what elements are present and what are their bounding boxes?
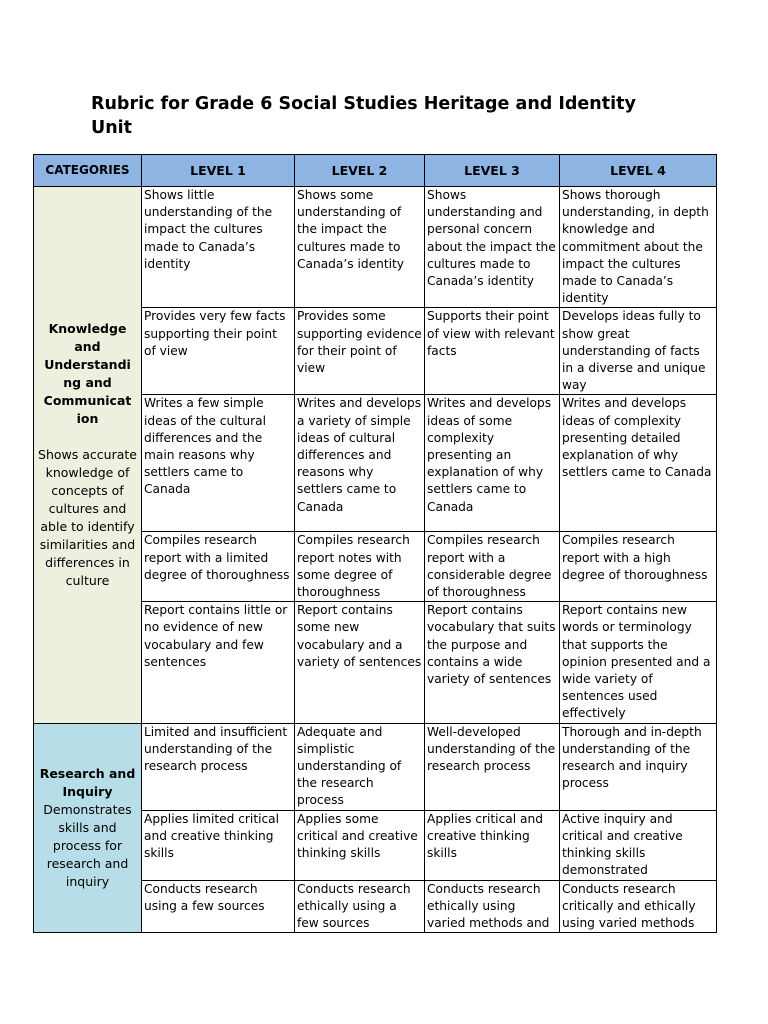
document-title: Rubric for Grade 6 Social Studies Heritage and Identity Unit bbox=[91, 94, 636, 138]
table-cell: Report contains little or no evidence of new vocabulary and few sentences bbox=[142, 602, 295, 723]
table-row bbox=[34, 723, 717, 810]
table-cell: Conducts research critically and ethically using varied methods bbox=[560, 880, 717, 933]
category-research bbox=[34, 723, 142, 932]
table-cell: Report contains vocabulary that suits the purpose and contains a wide variety of sentences bbox=[425, 602, 560, 723]
table-cell: Shows thorough understanding, in depth knowledge and commitment about the impact the cultures made to Canada’s identity bbox=[560, 187, 717, 308]
header-level-4: LEVEL 4 bbox=[560, 155, 717, 187]
table-cell: Provides some supporting evidence for their point of view bbox=[295, 308, 425, 395]
table-cell: Report contains some new vocabulary and a variety of sentences bbox=[295, 602, 425, 723]
header-row bbox=[34, 155, 717, 187]
header-level-3: LEVEL 3 bbox=[425, 155, 560, 187]
category-knowledge bbox=[34, 187, 142, 724]
table-cell: Shows some understanding of the impact the cultures made to Canada’s identity bbox=[295, 187, 425, 308]
table-cell: Thorough and in-depth understanding of the research and inquiry process bbox=[560, 723, 717, 810]
category-name: Research and Inquiry bbox=[39, 765, 136, 799]
header-level-1: LEVEL 1 bbox=[142, 155, 295, 187]
table-cell: Applies critical and creative thinking skills bbox=[425, 810, 560, 880]
table-row bbox=[34, 187, 717, 308]
table-cell: Applies some critical and creative thinking skills bbox=[295, 810, 425, 880]
table-cell: Shows little understanding of the impact the cultures made to Canada’s identity bbox=[142, 187, 295, 308]
table-cell: Conducts research ethically using a few sources bbox=[295, 880, 425, 933]
category-description: Demonstrates skills and process for research and inquiry bbox=[43, 801, 132, 889]
table-cell: Compiles research report with a limited degree of thoroughness bbox=[142, 532, 295, 602]
table-cell: Compiles research report notes with some degree of thoroughness bbox=[295, 532, 425, 602]
table-cell: Writes and develops a variety of simple ideas of cultural differences and reasons why settlers came to Canada bbox=[295, 395, 425, 532]
table-cell: Conducts research ethically using varied methods and bbox=[425, 880, 560, 933]
header-categories: CATEGORIES bbox=[34, 155, 142, 187]
table-cell: Conducts research using a few sources bbox=[142, 880, 295, 933]
header-level-2: LEVEL 2 bbox=[295, 155, 425, 187]
table-cell: Active inquiry and critical and creative thinking skills demonstrated bbox=[560, 810, 717, 880]
table-cell: Provides very few facts supporting their point of view bbox=[142, 308, 295, 395]
table-cell: Writes and develops ideas of complexity presenting detailed explanation of why settlers came to Canada bbox=[560, 395, 717, 532]
table-cell: Shows understanding and personal concern about the impact the cultures made to Canada’s identity bbox=[425, 187, 560, 308]
rubric-table bbox=[33, 154, 717, 933]
table-cell: Adequate and simplistic understanding of the research process bbox=[295, 723, 425, 810]
table-cell: Compiles research report with a high degree of thoroughness bbox=[560, 532, 717, 602]
table-cell: Well-developed understanding of the research process bbox=[425, 723, 560, 810]
table-cell: Writes a few simple ideas of the cultural differences and the main reasons why settlers came to Canada bbox=[142, 395, 295, 532]
table-cell: Applies limited critical and creative thinking skills bbox=[142, 810, 295, 880]
table-cell: Writes and develops ideas of some complexity presenting an explanation of why settlers came to Canada bbox=[425, 395, 560, 532]
category-description: Shows accurate knowledge of concepts of cultures and able to identify similarities and differences in culture bbox=[38, 446, 137, 588]
table-cell: Limited and insufficient understanding of the research process bbox=[142, 723, 295, 810]
table-cell: Develops ideas fully to show great understanding of facts in a diverse and unique way bbox=[560, 308, 717, 395]
table-cell: Compiles research report with a considerable degree of thoroughness bbox=[425, 532, 560, 602]
category-name: Knowledge and Understandi ng and Communicat ion bbox=[43, 320, 132, 426]
table-cell: Report contains new words or terminology that supports the opinion presented and a wide variety of sentences used effectively bbox=[560, 602, 717, 723]
table-cell: Supports their point of view with relevant facts bbox=[425, 308, 560, 395]
